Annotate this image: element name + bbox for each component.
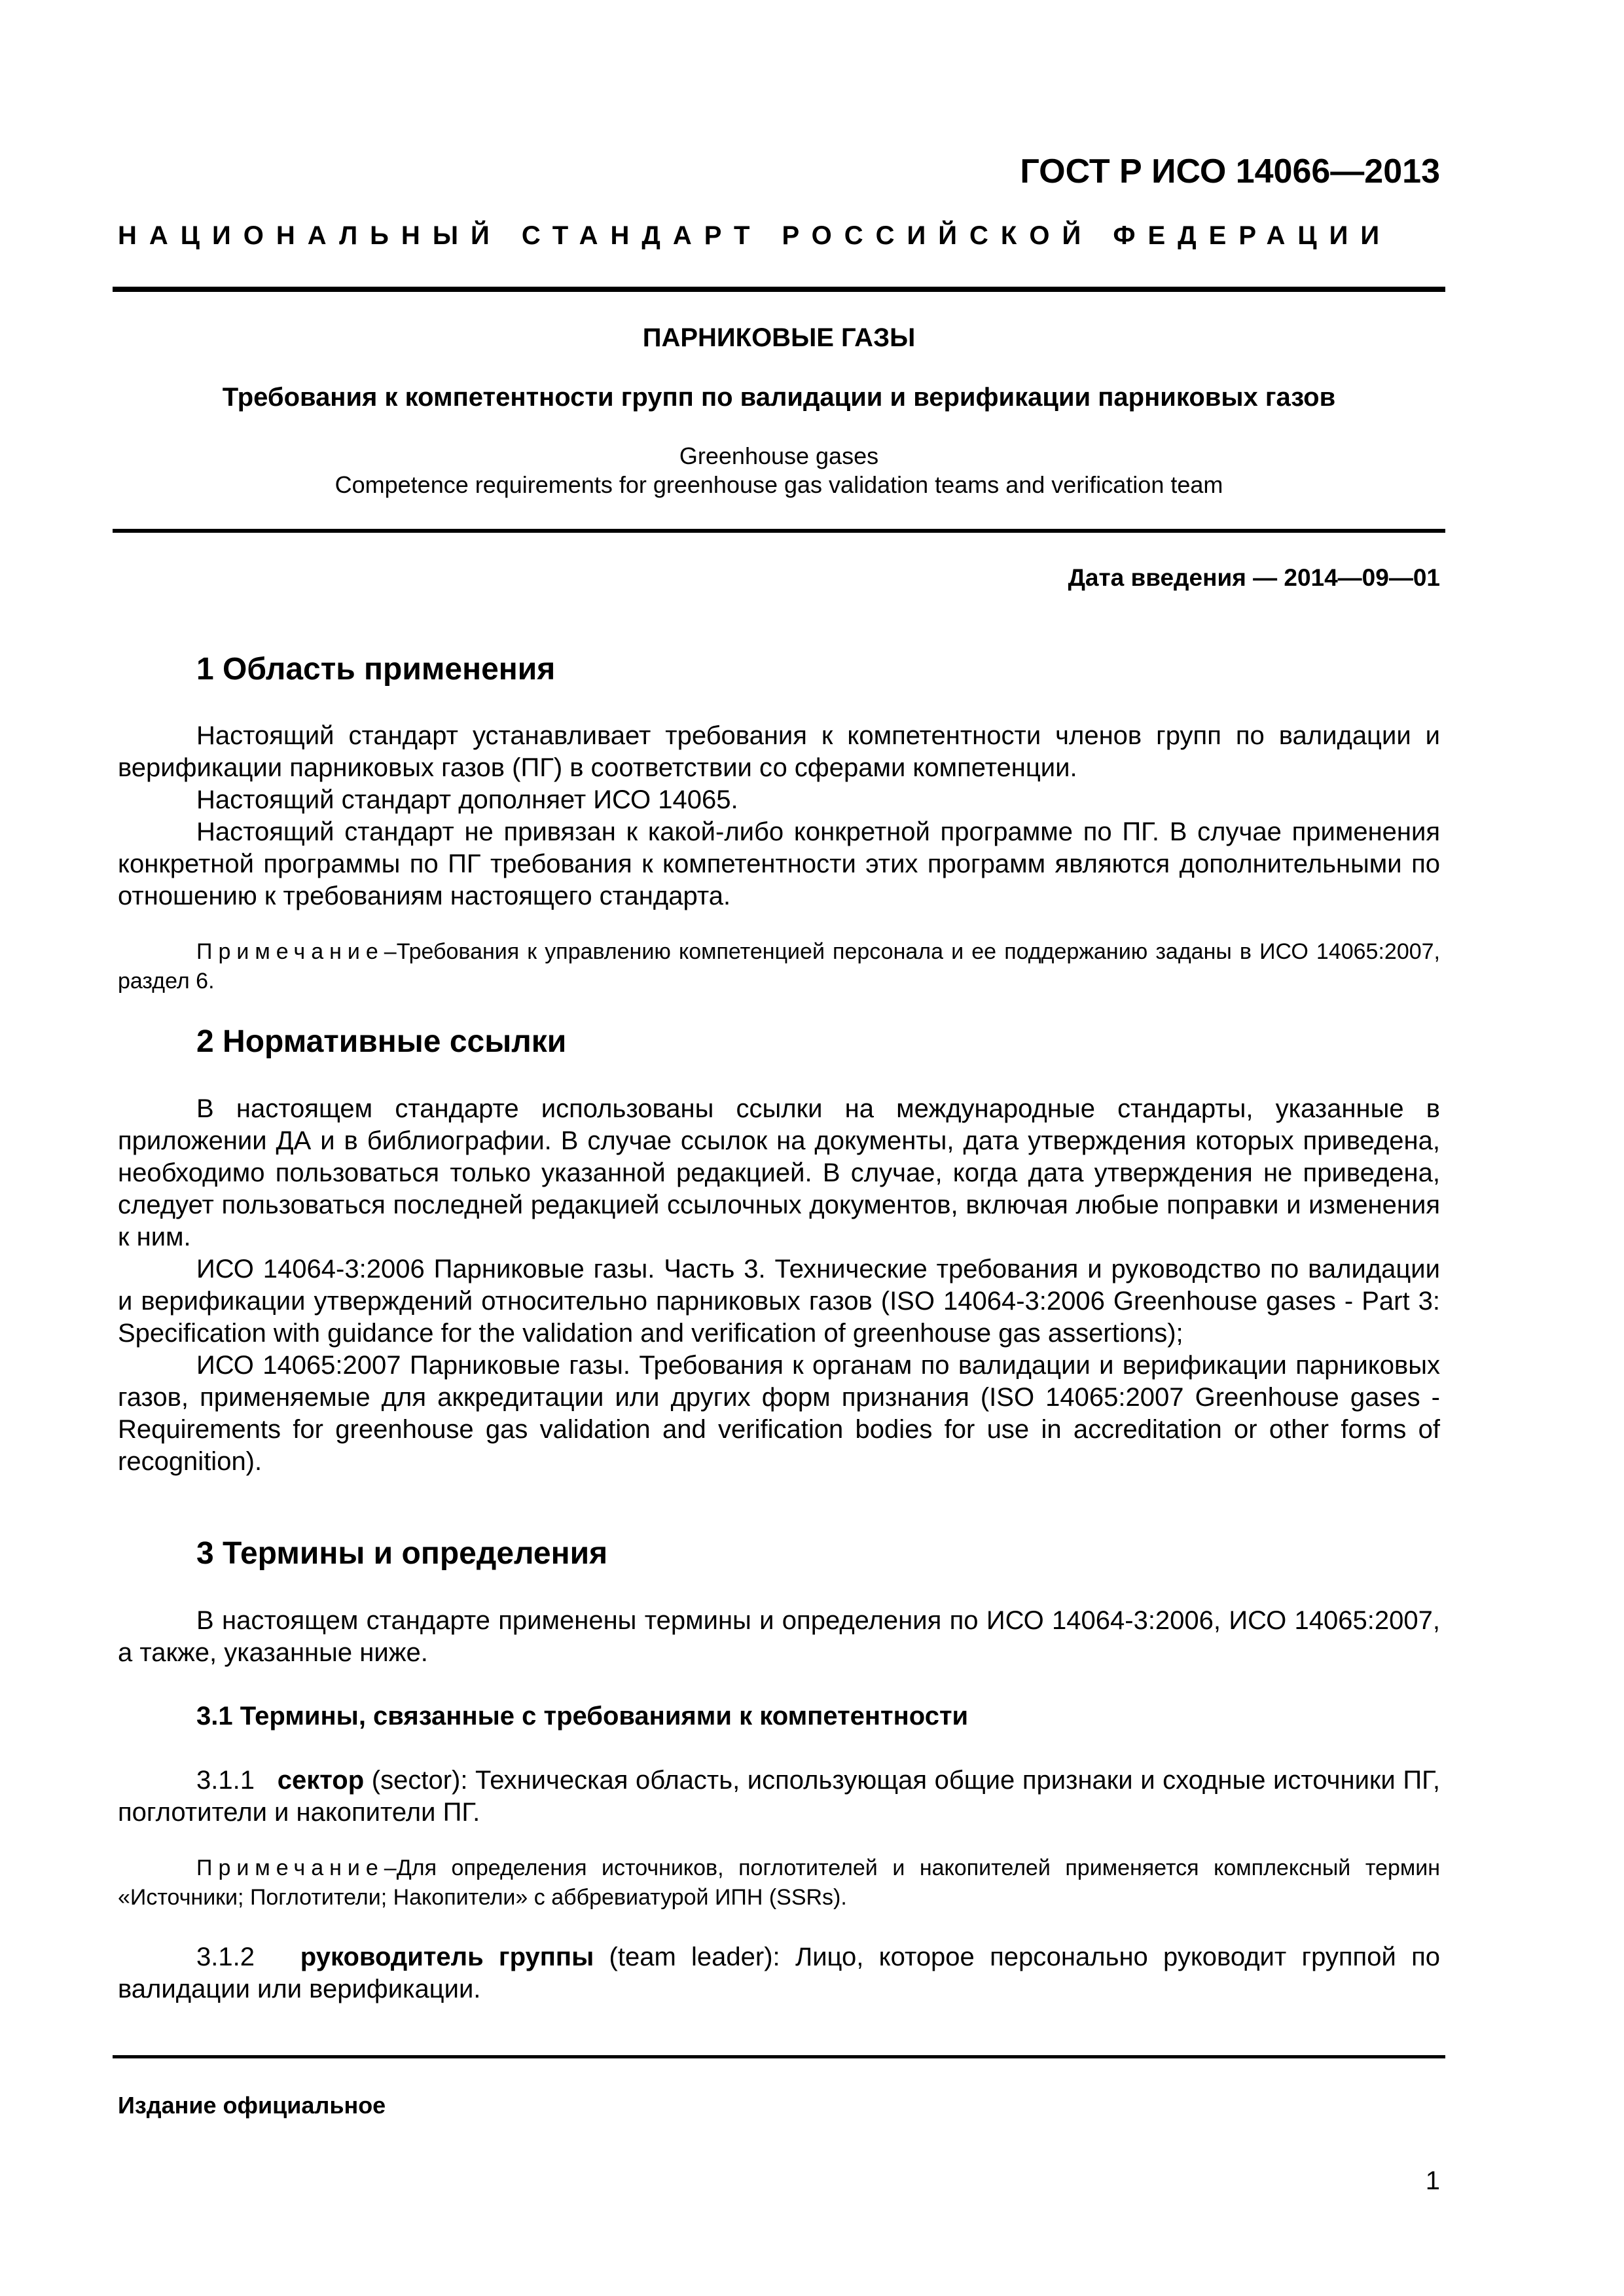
header-rule bbox=[113, 287, 1445, 292]
note-dash: – bbox=[384, 1856, 397, 1880]
term-3-1-1 bbox=[118, 1765, 1440, 1829]
edition-label: Издание официальное bbox=[118, 2092, 386, 2119]
term-number: 3.1.2 bbox=[196, 1943, 255, 1971]
section-3-body bbox=[118, 1605, 1440, 1669]
section-1-paragraph: Настоящий стандарт дополняет ИСО 14065. bbox=[196, 785, 738, 814]
title-sub-en: Competence requirements for greenhouse gas validation teams and verification team bbox=[334, 471, 1223, 498]
note-text: Для определения источников, поглотителей и накопителей применяется комплексный термин «Источники; Поглотители; Накопители» с аббревиатурой ИПН (SSRs). bbox=[118, 1856, 1440, 1910]
section-1-heading: 1 Область применения bbox=[196, 652, 556, 687]
page-number: 1 bbox=[1425, 2166, 1440, 2195]
title-sub-ru: Требования к компетентности групп по валидации и верификации парниковых газов bbox=[222, 383, 1336, 412]
section-2-body bbox=[118, 1093, 1440, 1478]
term-definition: (sector): Техническая область, использующая общие признаки и сходные источники ПГ, поглотители и накопители ПГ. bbox=[118, 1766, 1440, 1827]
term-name: руководитель группы bbox=[300, 1943, 594, 1971]
term-name: сектор bbox=[277, 1766, 365, 1795]
title-rule bbox=[113, 529, 1445, 533]
section-2-paragraph: ИСО 14064-3:2006 Парниковые газы. Часть 3. Технические требования и руководство по валидации и верификации утверждений относительно парниковых газов (ISO 14064-3:2006 Greenhouse gases - Part 3: Specification with guidance for the validation and verification of greenhouse gas assertions); bbox=[118, 1255, 1440, 1348]
term-number: 3.1.1 bbox=[196, 1766, 255, 1795]
section-2-heading: 2 Нормативные ссылки bbox=[196, 1024, 567, 1059]
section-3-note bbox=[118, 1854, 1440, 1912]
term-definition: (team leader): Лицо, которое персонально руководит группой по валидации или верификации. bbox=[118, 1943, 1440, 2003]
title-main-en: Greenhouse gases bbox=[679, 442, 879, 469]
note-text: Требования к управлению компетенцией персонала и ее поддержанию заданы в ИСО 14065:2007, раздел 6. bbox=[118, 939, 1440, 994]
section-1-body bbox=[118, 720, 1440, 912]
section-2-paragraph: ИСО 14065:2007 Парниковые газы. Требования к органам по валидации и верификации парниковых газов, применяемые для аккредитации или других форм признания (ISO 14065:2007 Greenhouse gases - Requirements for greenhouse gas validation and verification bodies for use in accreditation or other forms of recognition). bbox=[118, 1351, 1440, 1476]
section-1-paragraph: Настоящий стандарт не привязан к какой-либо конкретной программе по ПГ. В случае применения конкретной программы по ПГ требования к компетентности этих программ являются дополнительными по отношению к требованиям настоящего стандарта. bbox=[118, 817, 1440, 910]
section-3-heading: 3 Термины и определения bbox=[196, 1536, 608, 1571]
term-3-1-2 bbox=[118, 1941, 1440, 2005]
section-2-paragraph: В настоящем стандарте использованы ссылки на международные стандарты, указанные в приложении ДА и в библиографии. В случае ссылок на документы, дата утверждения которых приведена, необходимо пользоваться только указанной редакцией. В случае, когда дата утверждения не приведена, следует пользоваться последней редакцией ссылочных документов, включая любые поправки и изменения к ним. bbox=[118, 1094, 1440, 1251]
subsection-3-1-heading: 3.1 Термины, связанные с требованиями к компетентности bbox=[196, 1702, 969, 1731]
note-label: Примечание bbox=[196, 1856, 384, 1880]
title-main-ru: ПАРНИКОВЫЕ ГАЗЫ bbox=[642, 323, 916, 352]
note-label: Примечание bbox=[196, 939, 384, 964]
note-dash: – bbox=[384, 939, 397, 964]
section-3-paragraph: В настоящем стандарте применены термины и определения по ИСО 14064-3:2006, ИСО 14065:2007, а также, указанные ниже. bbox=[118, 1606, 1440, 1667]
footer-rule bbox=[113, 2055, 1445, 2058]
section-1-note bbox=[118, 937, 1440, 996]
national-standard-title: НАЦИОНАЛЬНЫЙ СТАНДАРТ РОССИЙСКОЙ ФЕДЕРАЦИИ bbox=[118, 221, 1392, 250]
section-1-paragraph: Настоящий стандарт устанавливает требования к компетентности членов групп по валидации и верификации парниковых газов (ПГ) в соответствии со сферами компетенции. bbox=[118, 721, 1440, 782]
intro-date: Дата введения — 2014—09—01 bbox=[1068, 564, 1440, 591]
document-number: ГОСТ Р ИСО 14066—2013 bbox=[1020, 152, 1440, 190]
